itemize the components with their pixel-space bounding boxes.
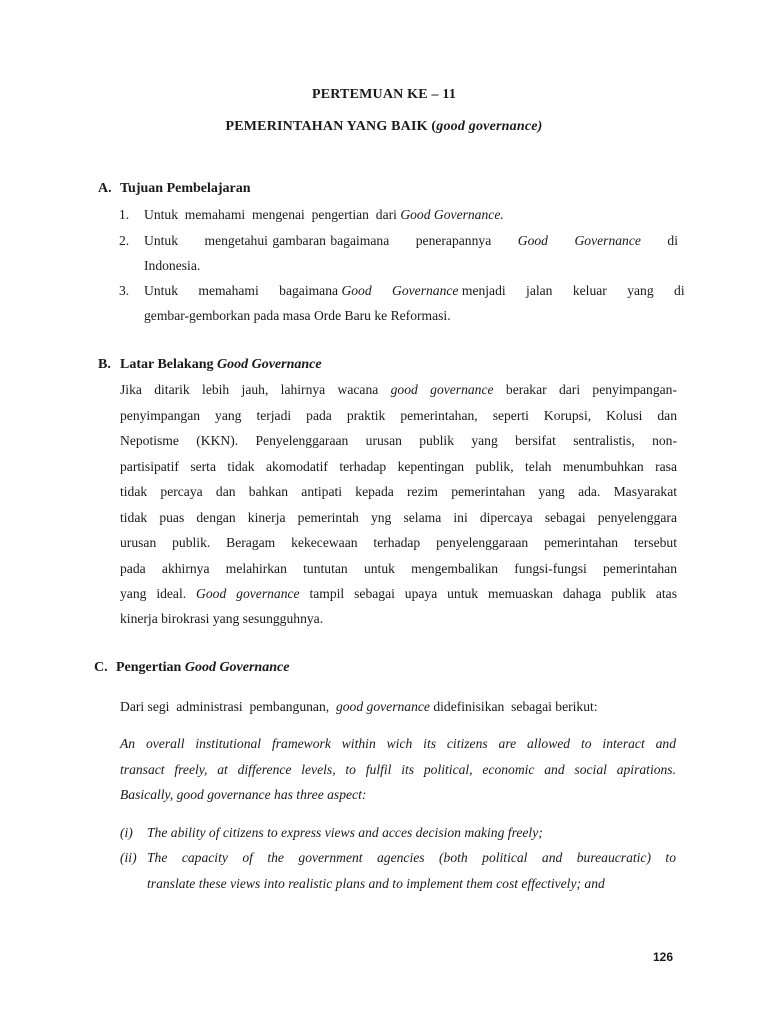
item-italic: Good Governance	[341, 283, 459, 298]
heading-text: Pengertian	[116, 660, 185, 675]
paragraph-line: penyimpangan yang terjadi pada praktik pemerintahan, seperti Korupsi, Kolusi dan	[120, 408, 677, 423]
page-title: PERTEMUAN KE – 11	[311, 87, 457, 102]
list-item	[144, 202, 678, 227]
subtitle-main: PEMERINTAHAN YANG BAIK (	[225, 119, 437, 134]
list-number: 1.	[119, 207, 130, 222]
item-text: di	[640, 233, 678, 248]
heading-italic: Good Governance	[216, 357, 322, 372]
quote-line: An overall institutional framework within wich its citizens are allowed to interact and	[120, 736, 676, 751]
list-item-cont: gembar-gemborkan pada masa Orde Baru ke Reformasi.	[144, 308, 451, 323]
item-text: Untuk mengetahui gambaran bagaimana penerapannya	[144, 233, 518, 248]
line-italic: good governance	[390, 382, 494, 397]
paragraph-line: tidak puas dengan kinerja pemerintah yng selama ini dipercaya sebagai penyelenggara	[120, 510, 677, 525]
list-number: (i)	[120, 825, 133, 840]
line-text: Dari segi administrasi pembangunan,	[120, 699, 336, 714]
section-c-marker: C.	[94, 660, 108, 675]
paragraph-line	[120, 581, 677, 606]
quote-line: transact freely, at difference levels, to fulfil its political, economic and social apirations.	[120, 762, 676, 777]
line-text: berakar dari penyimpangan-	[493, 382, 677, 397]
list-number: 2.	[119, 233, 130, 248]
list-number: (ii)	[120, 850, 137, 865]
paragraph-line: Nepotisme (KKN). Penyelenggaraan urusan publik yang bersifat sentralistis, non-	[120, 433, 677, 448]
section-c-heading	[116, 660, 289, 676]
line-italic: Good governance	[196, 586, 300, 601]
page-subtitle	[0, 119, 768, 135]
paragraph-line: partisipatif serta tidak akomodatif terhadap kepentingan publik, telah menumbuhkan rasa	[120, 459, 677, 474]
list-item-cont: Indonesia.	[144, 258, 201, 273]
line-text: tampil sebagai upaya untuk memuaskan dahaga publik atas	[299, 586, 678, 601]
heading-text: Latar Belakang	[120, 357, 217, 372]
list-number: 3.	[119, 283, 130, 298]
line-text: yang ideal.	[120, 586, 197, 601]
section-a-marker: A.	[98, 181, 112, 196]
paragraph-line: pada akhirnya melahirkan tuntutan untuk mengembalikan fungsi-fungsi pemerintahan	[120, 561, 677, 576]
section-a-heading: Tujuan Pembelajaran	[120, 181, 251, 196]
line-italic: good governance	[335, 699, 430, 714]
subtitle-italic: good governance)	[436, 119, 543, 134]
section-b-marker: B.	[98, 357, 111, 372]
paragraph-line	[120, 377, 677, 402]
item-italic: Good Governance.	[400, 207, 504, 222]
intro-line	[120, 694, 598, 719]
item-italic: Good Governance	[517, 233, 641, 248]
list-item: The ability of citizens to express views and acces decision making freely;	[147, 825, 543, 840]
heading-italic: Good Governance	[184, 660, 290, 675]
paragraph-line: urusan publik. Beragam kekecewaan terhadap penyelenggaraan pemerintahan tersebut	[120, 535, 677, 550]
page-number: 126	[653, 950, 674, 964]
list-item	[144, 278, 685, 303]
quote-line: Basically, good governance has three aspect:	[120, 787, 367, 802]
item-text: Untuk memahami mengenai pengertian dari	[144, 207, 401, 222]
paragraph-line: kinerja birokrasi yang sesungguhnya.	[120, 611, 324, 626]
list-item	[144, 228, 678, 253]
section-b-heading	[120, 357, 322, 373]
paragraph-line: tidak percaya dan bahkan antipati kepada rezim pemerintahan yang ada. Masyarakat	[120, 484, 677, 499]
item-text: menjadi jalan keluar yang di	[458, 283, 685, 298]
item-text: Untuk memahami bagaimana	[144, 283, 342, 298]
list-item-cont: translate these views into realistic plans and to implement them cost effectively; and	[147, 876, 605, 891]
line-text: Jika ditarik lebih jauh, lahirnya wacana	[120, 382, 391, 397]
line-text: didefinisikan sebagai berikut:	[429, 699, 598, 714]
list-item: The capacity of the government agencies (both political and bureaucratic) to	[147, 850, 676, 865]
